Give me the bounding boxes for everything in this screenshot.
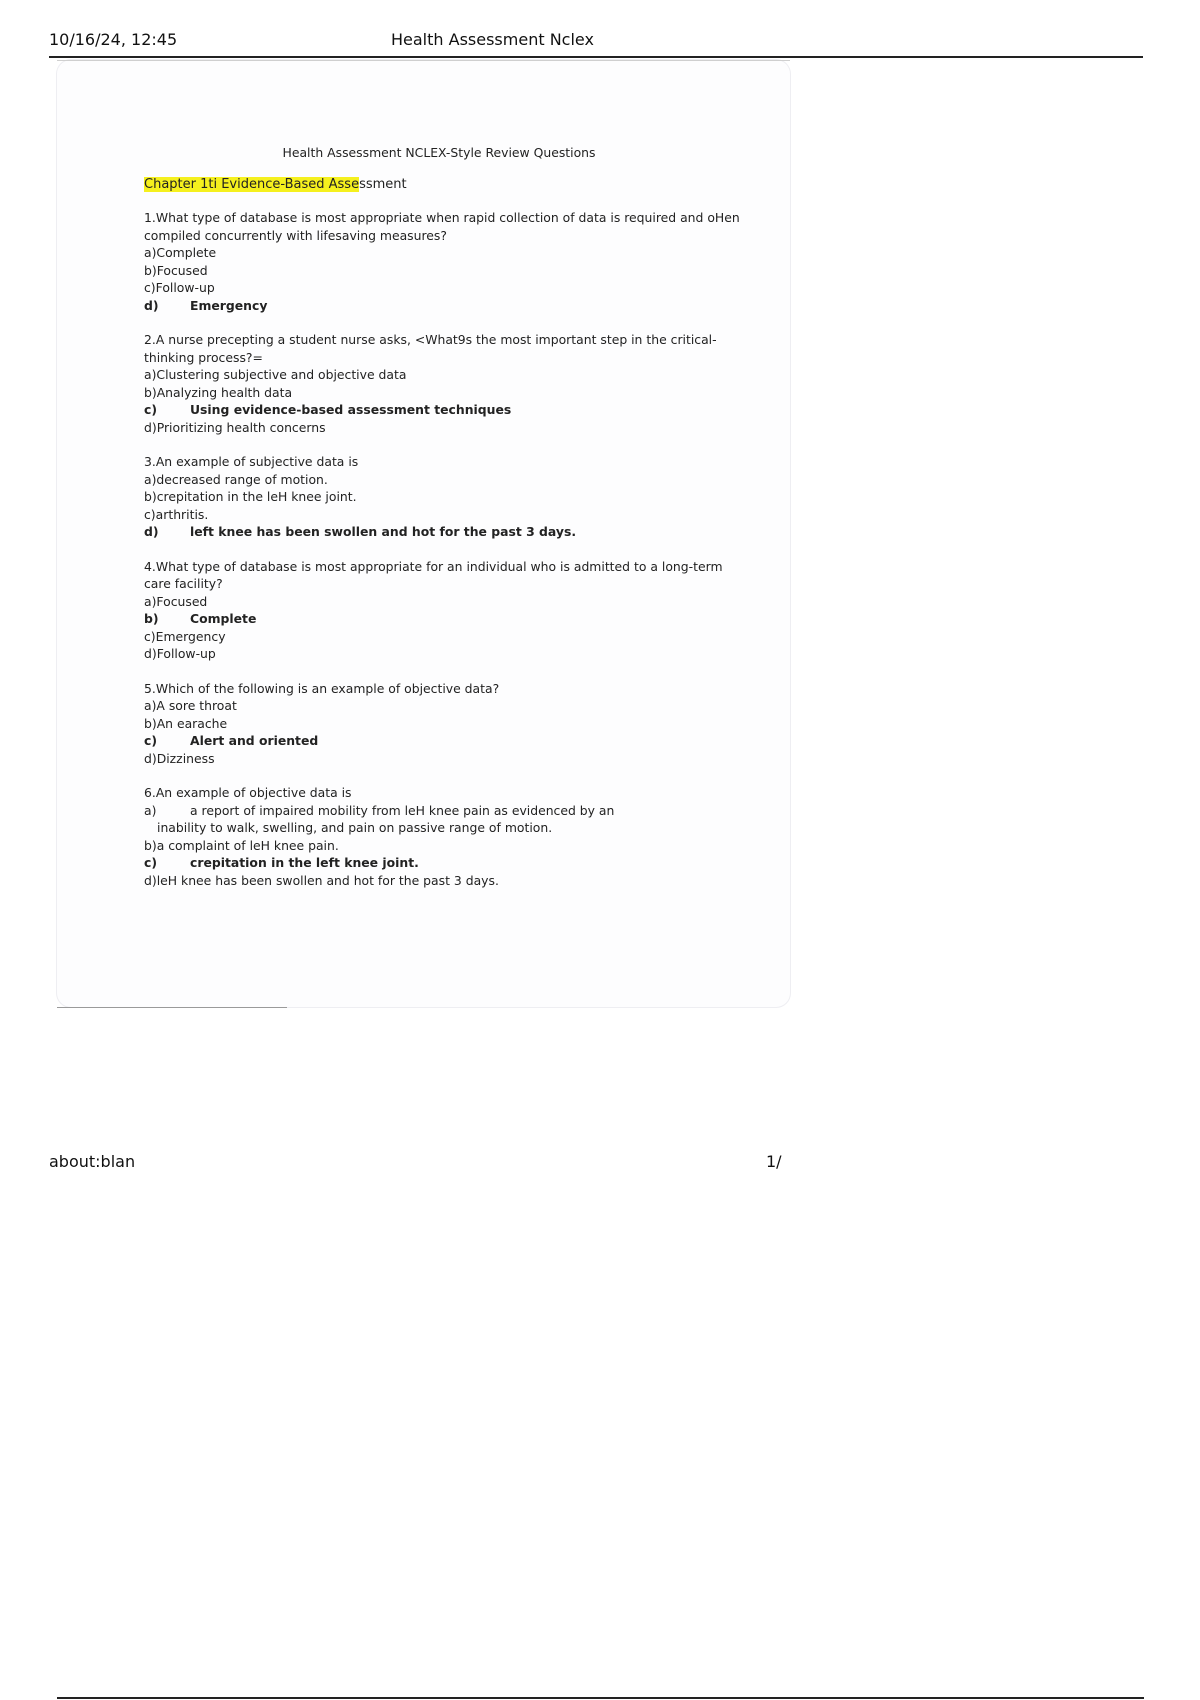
correct-answer-option [144, 297, 744, 315]
answer-option: a)Focused [144, 593, 208, 609]
option-letter: c) [144, 733, 158, 748]
question-6 [144, 784, 744, 889]
option-letter: a) [144, 802, 157, 818]
option-text-continuation: inability to walk, swelling, and pain on passive range of motion. [157, 820, 553, 835]
question-stem: 3.An example of subjective data is [144, 454, 359, 469]
answer-option: b)crepitation in the leH knee joint. [144, 489, 357, 504]
option-text: Emergency [190, 297, 268, 313]
answer-option: a)decreased range of motion. [144, 471, 328, 487]
option-letter: b) [144, 611, 159, 626]
answer-option: c)Emergency [144, 628, 226, 644]
answer-option: d)leH knee has been swollen and hot for the past 3 days. [144, 872, 499, 888]
chapter-heading [144, 176, 744, 194]
answer-option: b)An earache [144, 715, 228, 731]
option-text: left knee has been swollen and hot for the past 3 days. [190, 524, 577, 539]
question-stem: 2.A nurse precepting a student nurse asks, <What9s the most important step in the critical- thinking process?= [144, 332, 717, 365]
bottom-divider [57, 1697, 1144, 1699]
page-bottom-edge [57, 1007, 287, 1008]
chapter-highlight: Chapter 1ti Evidence-Based Asse [144, 176, 360, 192]
option-text: Complete [190, 611, 257, 626]
correct-answer-option [144, 610, 744, 628]
option-text: Alert and oriented [190, 733, 319, 748]
answer-option: b)a complaint of leH knee pain. [144, 837, 339, 853]
answer-option: b)Analyzing health data [144, 384, 293, 400]
footer-url: about:blan [49, 1152, 136, 1171]
answer-option [144, 802, 744, 837]
question-stem: 5.Which of the following is an example of objective data? [144, 680, 500, 696]
answer-option: a)Clustering subjective and objective data [144, 367, 407, 382]
question-4 [144, 558, 744, 663]
correct-answer-option [144, 401, 744, 419]
question-3 [144, 453, 744, 541]
document-body [144, 144, 744, 906]
question-stem: 6.An example of objective data is [144, 785, 352, 800]
answer-option: d)Dizziness [144, 750, 215, 766]
page-top-edge [57, 60, 790, 61]
question-5 [144, 680, 744, 768]
correct-answer-option [144, 732, 744, 750]
option-text: a report of impaired mobility from leH knee pain as evidenced by an [190, 802, 615, 818]
option-text: crepitation in the left knee joint. [190, 855, 419, 870]
header-title: Health Assessment Nclex [391, 30, 594, 49]
answer-option: d)Prioritizing health concerns [144, 419, 326, 435]
header-datetime: 10/16/24, 12:45 [49, 30, 178, 49]
option-text: Using evidence-based assessment techniques [190, 402, 512, 417]
document-title: Health Assessment NCLEX-Style Review Questions [282, 145, 596, 160]
header-divider [49, 56, 1143, 58]
correct-answer-option [144, 854, 744, 872]
answer-option: c)Follow-up [144, 280, 215, 295]
chapter-heading-rest: ssment [359, 176, 407, 192]
question-1 [144, 209, 744, 314]
answer-option: d)Follow-up [144, 646, 216, 661]
question-2 [144, 331, 744, 436]
footer-page-number: 1/ [766, 1152, 782, 1171]
answer-option: a)Complete [144, 245, 217, 260]
option-letter: c) [144, 855, 158, 870]
question-stem: 1.What type of database is most appropriate when rapid collection of data is required and oHen compiled concurrently with lifesaving measures? [144, 210, 740, 243]
question-stem: 4.What type of database is most appropriate for an individual who is admitted to a long-term care facility? [144, 558, 723, 591]
option-letter: c) [144, 402, 158, 417]
answer-option: c)arthritis. [144, 506, 209, 522]
correct-answer-option [144, 523, 744, 541]
answer-option: b)Focused [144, 262, 208, 278]
option-letter: d) [144, 524, 159, 539]
answer-option: a)A sore throat [144, 698, 237, 713]
option-letter: d) [144, 297, 159, 313]
